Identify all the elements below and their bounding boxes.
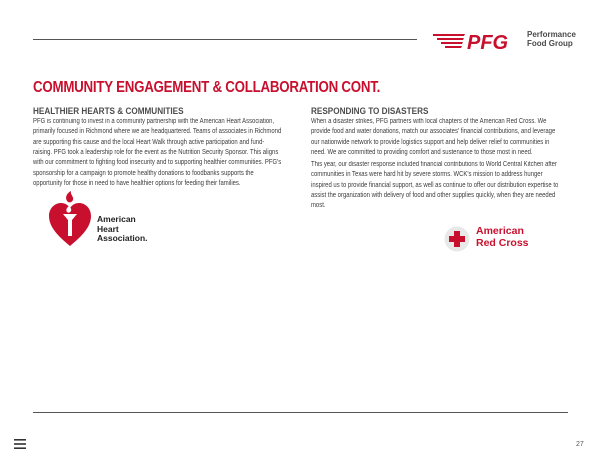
heart-torch-icon [48,190,92,248]
red-cross-line-2: Red Cross [476,237,529,249]
left-column-heading: HEALTHIER HEARTS & COMMUNITIES [33,106,184,117]
logo-wordmark [527,30,576,48]
right-column-heading: RESPONDING TO DISASTERS [311,106,429,117]
red-cross-logo-text [476,225,529,249]
page-title: COMMUNITY ENGAGEMENT & COLLABORATION CONT. [33,79,381,96]
aha-line-2: Heart [97,223,119,234]
left-column-paragraph: PFG is continuing to invest in a community partnership with the American Heart Association, primarily focused in Richmond where we are headquartered. Teams of associates in Richmond are supporting this cause and the local Heart Walk through active participation and fund-raising. PFG took a leadership role for the event as the Nutrition Security Sponsor. This aligns with our commitment to fighting food insecurity and to supporting healthier communities. PFG's sponsorship for a campaign to promote healthy donations to foodbanks supports the opportunity for those in need to have healthier options for feeding their families. [33,118,282,188]
logo-mark-text: PFG [467,32,509,54]
logo-line-1: Performance [527,30,576,39]
menu-icon[interactable] [14,439,26,449]
aha-line-1: American [97,214,136,224]
aha-logo-text [97,215,148,244]
top-divider [33,39,417,40]
right-column-paragraph-2: This year, our disaster response included financial contributions to World Central Kitchen after communities in Texas were hard hit by severe storms. WCK's mission to address hunger inspired us to provide financial support, as well as continue to offer our distribution expertise to assist the organization with delivery of food and other supplies quickly, when they are needed most. [311,161,559,210]
page-number: 27 [576,441,584,448]
aha-line-3: Association. [97,233,148,243]
logo-line-2: Food Group [527,39,573,48]
red-cross-icon [444,226,470,252]
red-cross-line-1: American [476,225,524,237]
bottom-divider [33,412,568,413]
right-column-paragraph-1: When a disaster strikes, PFG partners with local chapters of the American Red Cross. We provide food and water donations, match our associates' financial contributions, and leverage our nationwide network to provide logistics support and help deliver relief to communities in need. We are committed to providing comfort and sustenance to those most in need. [311,118,556,157]
